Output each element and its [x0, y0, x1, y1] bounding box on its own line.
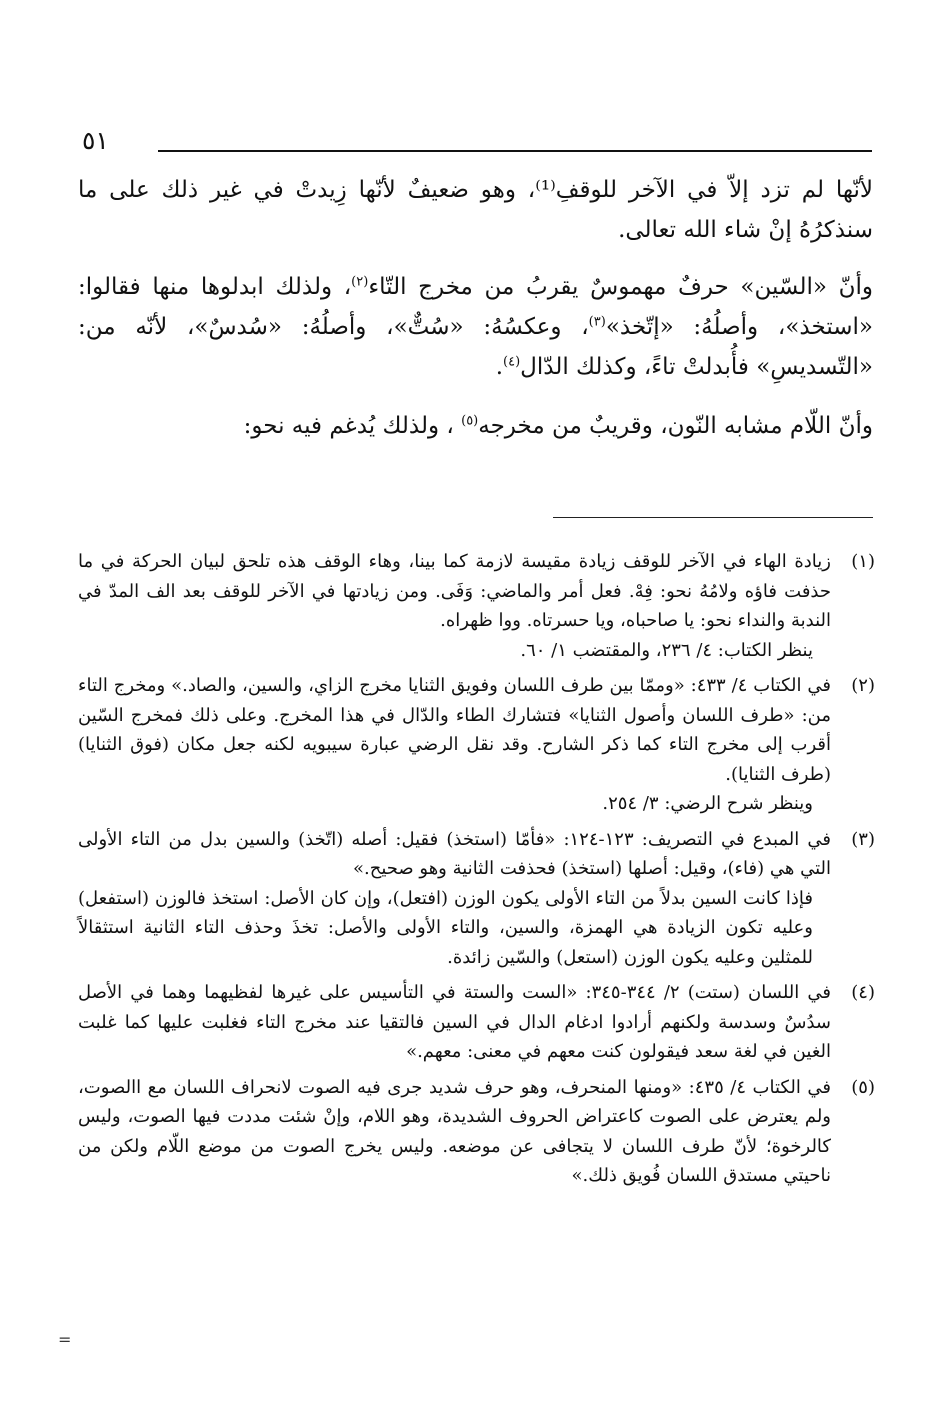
footnote-ref-5: (٥): [461, 413, 479, 429]
margin-mark: =: [58, 1330, 72, 1349]
paragraph-2-part-d: .: [495, 354, 503, 380]
footnote-ref-2: (٢): [351, 274, 369, 290]
footnote-5: [78, 1073, 875, 1191]
footnote-text: في الكتاب ٤/ ٤٣٣: «وممّا بين طرف اللسان وفويق الثنايا مخرج الزاي، والسين، والصاد.» ومخرج التاء من: «طرف اللسان وأصول الثنايا» فتشارك الطاء والدّال في هذا المخرج. وعلى ذلك فمخرج السّين أقرب إلى مخرج التاء كما ذكر الشارح. وقد نقل الرضي عبارة سيبويه لكنه جعل مكان (فوق الثنايا) (طرف الثنايا).: [78, 675, 832, 785]
paragraph-3-part-b: ، ولذلك يُدغم فيه نحو:: [243, 413, 462, 439]
footnote-text: في الكتاب ٤/ ٤٣٥: «ومنها المنحرف، وهو حرف شديد جرى فيه الصوت لانحراف اللسان مع االصوت، ولم يعترض على الصوت كاعتراض الحروف الشديدة، وهو اللام، وإنْ شئت مددت فيها الصوت، وليس كالرخوة؛ لأنّ طرف اللسان لا يتجافى عن موضعه. وليس يخرج الصوت من موضع اللّام ولكن من ناحيتي مستدق اللسان فُويق ذلك.»: [78, 1076, 831, 1186]
footnote-number: (١): [851, 551, 875, 572]
footnote-ref-3: (٣): [588, 314, 606, 330]
paragraph-2: [78, 267, 873, 387]
footnote-2: [78, 671, 875, 819]
paragraph-2-part-b: ، ولذلك ابدلوها منها فقالوا: «استخذ»، وأصلُهُ: «إتّخذ»: [78, 274, 873, 340]
footnotes: [78, 547, 875, 1197]
footnote-1: [78, 547, 875, 665]
footnote-text: زيادة الهاء في الآخر للوقف زيادة مقيسة لازمة كما بينا، وهاء الوقف هذه تلحق لبيان الحركة في ما حذفت فاؤه ولامُهُ نحو: فِهْ. فعل أمر والماضي: وَفَى. ومن زيادتها في الآخر للوقف بعد الف المدّ في الندبة والنداء نحو: يا صاحباه، ويا حسرتاه. ووا ظهراه.: [78, 551, 831, 631]
footnote-text: في اللسان (ستت) ٢/ ٣٤٤-٣٤٥: «الست والستة في التأسيس على غيرها لفظيهما وهما في الأصل سدُسٌ وسدسة ولكنهم أرادوا ادغام الدال في السين فالتقيا عند مخرج التاء فغلبت عليها كما غلبت الغين في لغة سعد فيقولون كنت معهم في معنى: معهم.»: [78, 982, 831, 1062]
footnote-number: (٥): [851, 1076, 875, 1098]
footnote-ref-4: (٤): [503, 354, 521, 370]
footnote-separator: [553, 517, 873, 518]
footnote-number: (٣): [851, 828, 875, 850]
paragraph-1: لأنّها لم تزد إلاّ في الآخر للوقفِ⁽¹⁾، وهو ضعيفٌ لأنّها زِيدتْ في غير ذلك على ما سنذكرُهُ إنْ شاء الله تعالى.: [78, 177, 873, 243]
page-number: ٥١: [82, 126, 109, 155]
footnote-reference: ينظر الكتاب: ٤/ ٢٣٦، والمقتضب ١/ ٦٠.: [520, 639, 813, 661]
paragraph-3: [78, 406, 873, 446]
footnote-reference: وينظر شرح الرضي: ٣/ ٢٥٤.: [602, 793, 813, 814]
header-rule: [158, 150, 872, 152]
footnote-text: في المبدع في التصريف: ١٢٣-١٢٤: «فأمّا (استخذ) فقيل: أصله (اتّخذ) والسين بدل من التاء الأولى التي هي (فاء)، وقيل: أصلها (استخذ) فحذفت الثانية وهو صحيح.»: [78, 828, 831, 879]
main-text: [78, 170, 873, 446]
paragraph-3-part-a: وأنّ اللّام مشابه النّون، وقريبٌ من مخرجه: [478, 413, 873, 439]
footnote-number: (٤): [851, 982, 875, 1003]
footnote-3: [78, 825, 875, 973]
paragraph-2-part-a: وأنّ «السّين» حرفٌ مهموسٌ يقربُ من مخرج التّاء: [368, 274, 873, 300]
footnote-4: [78, 978, 875, 1067]
footnote-continuation: فإذا كانت السين بدلاً من التاء الأولى يكون الوزن (افتعل)، وإن كان الأصل: استخذ فالوزن (استفعل) وعليه تكون الزيادة هي الهمزة، والسين، والتاء الأولى والأصل: تخذَ وحذف التاء الثانية استثقالاً للمثلين وعليه يكون الوزن (استعل) والسّين زائدة.: [78, 887, 813, 968]
paragraph-2-part-c: ، وعكسُهُ: «سُتٌّ»، وأصلُهُ: «سُدسٌ»، لأنّه من: «التّسديسِ» فأُبدلتْ تاءً، وكذلك الدّال: [78, 314, 873, 380]
footnote-number: (٢): [851, 675, 875, 696]
